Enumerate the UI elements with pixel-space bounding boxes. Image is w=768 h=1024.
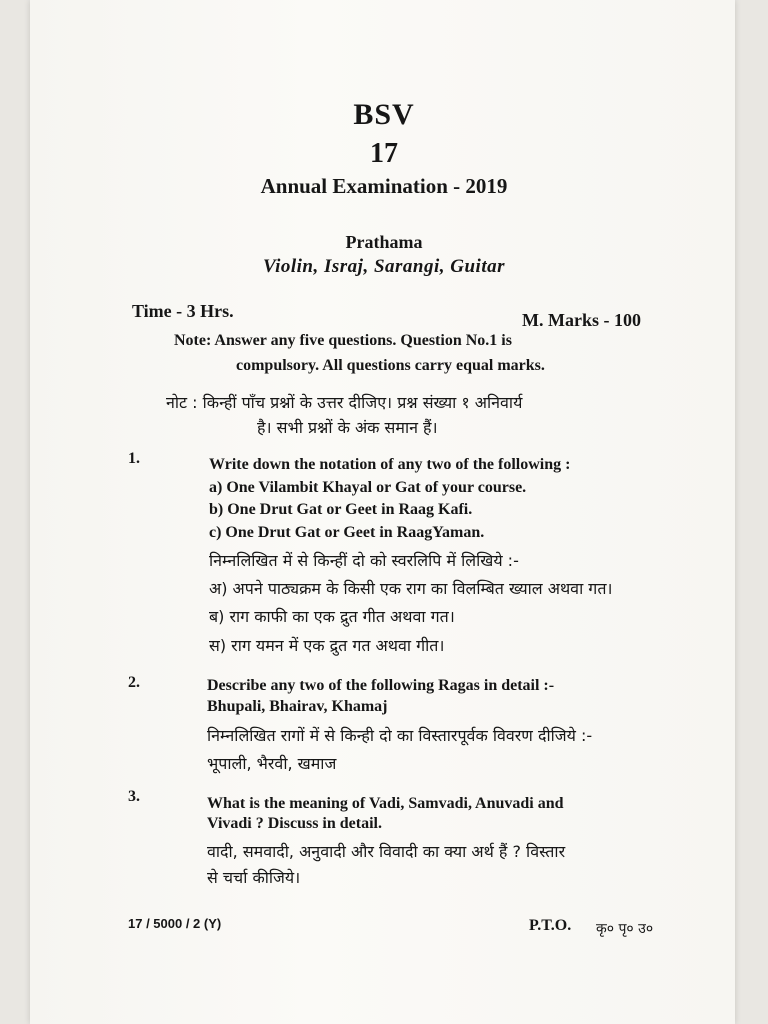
question-text: Vivadi ? Discuss in detail. — [207, 815, 382, 832]
pto-label-hindi: कृ० पृ० उ० — [596, 921, 654, 937]
question-option: a) One Vilambit Khayal or Gat of your course. — [209, 479, 527, 496]
question-option: c) One Drut Gat or Geet in RaagYaman. — [209, 524, 485, 541]
paper-footer-code: 17 / 5000 / 2 (Y) — [128, 916, 222, 931]
exam-title: Annual Examination - 2019 — [260, 174, 508, 198]
question-option-hindi: ब) राग काफी का एक द्रुत गीत अथवा गत। — [209, 607, 455, 626]
instruments-list: Violin, Israj, Sarangi, Guitar — [262, 256, 506, 277]
course-name: Prathama — [345, 232, 423, 252]
question-number: 3. — [128, 788, 140, 805]
paper-number: 17 — [370, 138, 398, 169]
note-hindi-line-2: है। सभी प्रश्नों के अंक समान हैं। — [257, 418, 438, 437]
note-hindi-line-1: नोट : किन्हीं पाँच प्रश्नों के उत्तर दीजिए। प्रश्न संख्या १ अनिवार्य — [166, 393, 523, 412]
question-text-hindi: से चर्चा कीजिये। — [207, 868, 301, 887]
question-number: 1. — [128, 450, 140, 467]
question-text-hindi: निम्नलिखित रागों में से किन्ही दो का विस्तारपूर्वक विवरण दीजिये :- — [207, 726, 593, 745]
paper-code: BSV — [353, 98, 415, 131]
question-text-hindi: निम्नलिखित में से किन्हीं दो को स्वरलिपि में लिखिये :- — [209, 551, 519, 570]
question-text: Write down the notation of any two of the following : — [209, 456, 571, 473]
question-text: Describe any two of the following Ragas in detail :- — [207, 677, 555, 694]
question-text: Bhupali, Bhairav, Khamaj — [207, 698, 388, 715]
question-text-hindi: भूपाली, भैरवी, खमाज — [207, 754, 337, 773]
question-text: What is the meaning of Vadi, Samvadi, Anuvadi and — [207, 795, 564, 812]
pto-label: P.T.O. — [529, 917, 572, 934]
time-limit: Time - 3 Hrs. — [132, 301, 234, 321]
note-english-line-1: Note: Answer any five questions. Question No.1 is — [174, 332, 512, 349]
question-option-hindi: अ) अपने पाठ्यक्रम के किसी एक राग का विलम्बित ख्याल अथवा गत। — [209, 579, 613, 598]
question-number: 2. — [128, 674, 140, 691]
question-option-hindi: स) राग यमन में एक द्रुत गत अथवा गीत। — [209, 636, 445, 655]
question-option: b) One Drut Gat or Geet in Raag Kafi. — [209, 501, 473, 518]
note-english-line-2: compulsory. All questions carry equal marks. — [236, 357, 545, 374]
question-text-hindi: वादी, समवादी, अनुवादी और विवादी का क्या अर्थ हैं ? विस्तार — [207, 842, 566, 861]
max-marks: M. Marks - 100 — [522, 310, 641, 330]
